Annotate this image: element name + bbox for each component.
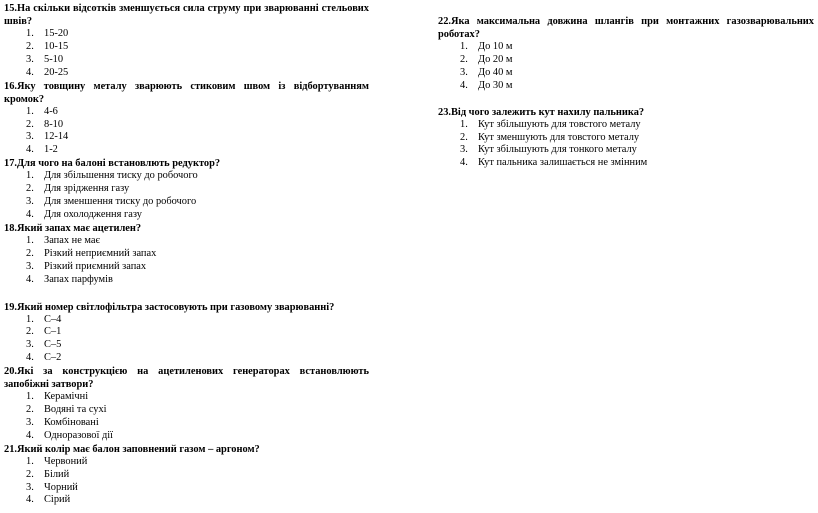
question-17 xyxy=(4,157,369,222)
answer-number: 1. xyxy=(26,313,34,325)
answer-number: 1. xyxy=(26,28,34,39)
answer-option xyxy=(4,352,369,365)
answer-text: 12-14 xyxy=(44,131,69,143)
question-text: Яка максимальна довжина шлангів при монтажних газозварювальних роботах? xyxy=(438,16,814,40)
answer-option xyxy=(438,41,814,54)
answer-number: 1. xyxy=(26,105,34,117)
answer-text: 5-10 xyxy=(44,53,64,65)
question-title xyxy=(438,15,814,41)
answer-number: 2. xyxy=(26,247,34,259)
answer-number: 3. xyxy=(460,144,468,156)
question-15 xyxy=(4,2,369,80)
answer-number: 2. xyxy=(26,40,34,52)
answer-option xyxy=(438,132,814,145)
question-22 xyxy=(438,15,814,93)
answer-number: 3. xyxy=(26,416,34,428)
answer-option xyxy=(4,131,369,144)
answer-option xyxy=(4,404,369,417)
answer-text: 8-10 xyxy=(44,118,64,130)
answer-text: Для зрідження газу xyxy=(44,183,130,195)
question-23 xyxy=(438,106,814,171)
answer-number: 3. xyxy=(26,339,34,351)
answer-list xyxy=(4,170,369,222)
answer-text: Кут збільшують для тонкого металу xyxy=(478,144,637,156)
answer-text: До 10 м xyxy=(478,41,513,52)
answer-text: 4-6 xyxy=(44,105,58,117)
answer-number: 2. xyxy=(460,131,468,143)
question-title xyxy=(4,80,369,106)
question-number: 21. xyxy=(4,443,17,455)
answer-option xyxy=(4,235,369,248)
question-number: 19. xyxy=(4,301,17,313)
answer-text: Білий xyxy=(44,468,70,480)
answer-number: 2. xyxy=(26,326,34,338)
left-column xyxy=(4,2,369,507)
blank-line xyxy=(438,93,814,106)
answer-option xyxy=(4,41,369,54)
answer-text: 20-25 xyxy=(44,66,69,78)
question-18 xyxy=(4,222,369,287)
answer-option xyxy=(4,261,369,274)
answer-option xyxy=(4,28,369,41)
question-20 xyxy=(4,365,369,443)
answer-option xyxy=(4,144,369,157)
answer-list xyxy=(4,391,369,443)
answer-number: 1. xyxy=(26,234,34,246)
question-text: Для чого на балоні встановлють редуктор? xyxy=(17,158,221,170)
answer-text: Кут пальника залишається не змінним xyxy=(478,157,648,169)
answer-option xyxy=(4,417,369,430)
answer-option xyxy=(4,430,369,443)
answer-number: 4. xyxy=(26,429,34,441)
answer-text: Червоний xyxy=(44,455,88,467)
question-title xyxy=(4,2,369,28)
question-text: Який колір має балон заповнений газом – аргоном? xyxy=(17,443,260,455)
answer-text: Одноразової дії xyxy=(44,429,114,441)
answer-text: 15-20 xyxy=(44,28,69,39)
answer-option xyxy=(4,456,369,469)
answer-option xyxy=(438,80,814,93)
answer-text: Кут зменшують для товстого металу xyxy=(478,131,640,143)
question-text: Яку товщину металу зварюють стиковим швом із відбортуванням кромок? xyxy=(4,80,369,105)
answer-option xyxy=(4,326,369,339)
answer-number: 1. xyxy=(26,455,34,467)
answer-number: 1. xyxy=(460,41,468,52)
answer-option xyxy=(438,67,814,80)
answer-list xyxy=(4,235,369,287)
answer-list xyxy=(4,28,369,80)
question-number: 20. xyxy=(4,366,17,378)
answer-text: До 20 м xyxy=(478,53,513,65)
answer-text: Для охолодження газу xyxy=(44,208,142,220)
question-number: 18. xyxy=(4,222,17,234)
answer-list xyxy=(438,41,814,93)
answer-text: С–1 xyxy=(44,326,62,338)
answer-option xyxy=(4,170,369,183)
answer-number: 3. xyxy=(26,481,34,493)
answer-number: 3. xyxy=(26,260,34,272)
answer-option xyxy=(4,196,369,209)
answer-number: 1. xyxy=(26,391,34,403)
question-number: 22. xyxy=(438,16,451,27)
answer-number: 4. xyxy=(26,273,34,285)
answer-number: 4. xyxy=(26,66,34,78)
answer-number: 1. xyxy=(460,118,468,130)
answer-text: Водяні та сухі xyxy=(44,404,107,416)
question-title xyxy=(4,157,369,170)
question-title xyxy=(4,365,369,391)
answer-number: 3. xyxy=(460,66,468,78)
answer-text: Сірий xyxy=(44,494,71,506)
answer-text: Керамічні xyxy=(44,391,89,403)
answer-option xyxy=(4,183,369,196)
answer-text: С–4 xyxy=(44,313,62,325)
answer-option xyxy=(4,54,369,67)
answer-list xyxy=(4,314,369,366)
answer-number: 4. xyxy=(26,208,34,220)
question-text: Який запах має ацетилен? xyxy=(17,222,142,234)
answer-option xyxy=(4,274,369,287)
answer-text: Комбіновані xyxy=(44,416,99,428)
answer-number: 1. xyxy=(26,170,34,182)
answer-number: 4. xyxy=(26,494,34,506)
answer-text: С–2 xyxy=(44,352,62,364)
answer-number: 4. xyxy=(26,144,34,156)
answer-text: С–5 xyxy=(44,339,62,351)
question-title xyxy=(438,106,814,119)
answer-option xyxy=(438,157,814,170)
answer-option xyxy=(438,54,814,67)
answer-number: 2. xyxy=(26,404,34,416)
answer-text: Запах парфумів xyxy=(44,273,113,285)
answer-list xyxy=(438,119,814,171)
answer-text: 1-2 xyxy=(44,144,58,156)
question-16 xyxy=(4,80,369,158)
question-21 xyxy=(4,443,369,508)
answer-option xyxy=(4,339,369,352)
question-text: Який номер світлофільтра застосовують при газовому зварюванні? xyxy=(17,301,335,313)
answer-text: До 40 м xyxy=(478,66,513,78)
answer-text: Різкий неприємний запах xyxy=(44,247,157,259)
answer-text: Для збільшення тиску до робочого xyxy=(44,170,198,182)
answer-option xyxy=(4,106,369,119)
answer-number: 3. xyxy=(26,53,34,65)
answer-option xyxy=(4,469,369,482)
answer-option xyxy=(438,144,814,157)
question-number: 17. xyxy=(4,158,17,170)
question-title xyxy=(4,222,369,235)
question-text: На скільки відсотків зменшується сила струму при зварюванні стельових швів? xyxy=(4,3,369,27)
answer-option xyxy=(4,494,369,507)
answer-number: 3. xyxy=(26,196,34,208)
question-title xyxy=(4,301,369,314)
answer-text: До 30 м xyxy=(478,79,513,91)
answer-list xyxy=(4,106,369,158)
right-column xyxy=(438,15,814,170)
question-title xyxy=(4,443,369,456)
answer-number: 2. xyxy=(26,183,34,195)
answer-option xyxy=(4,248,369,261)
blank-line xyxy=(4,287,369,301)
answer-option xyxy=(438,119,814,132)
question-number: 16. xyxy=(4,80,17,92)
answer-number: 3. xyxy=(26,131,34,143)
answer-number: 4. xyxy=(460,79,468,91)
answer-text: Чорний xyxy=(44,481,78,493)
answer-number: 4. xyxy=(460,157,468,169)
answer-option xyxy=(4,209,369,222)
answer-option xyxy=(4,119,369,132)
question-number: 15. xyxy=(4,3,17,14)
question-19 xyxy=(4,301,369,366)
question-text: Які за конструкцією на ацетиленових генераторах встановлюють запобіжні затвори? xyxy=(4,366,369,391)
answer-option xyxy=(4,482,369,495)
answer-number: 2. xyxy=(26,118,34,130)
answer-number: 2. xyxy=(460,53,468,65)
answer-number: 4. xyxy=(26,352,34,364)
question-number: 23. xyxy=(438,106,451,118)
answer-number: 2. xyxy=(26,468,34,480)
question-text: Від чого залежить кут нахилу пальника? xyxy=(451,106,645,118)
answer-text: 10-15 xyxy=(44,40,69,52)
answer-text: Кут збільшують для товстого металу xyxy=(478,118,641,130)
answer-text: Для зменшення тиску до робочого xyxy=(44,196,197,208)
answer-option xyxy=(4,391,369,404)
answer-list xyxy=(4,456,369,508)
answer-text: Запах не має xyxy=(44,234,100,246)
answer-option xyxy=(4,67,369,80)
answer-text: Різкий приємний запах xyxy=(44,260,147,272)
answer-option xyxy=(4,314,369,327)
